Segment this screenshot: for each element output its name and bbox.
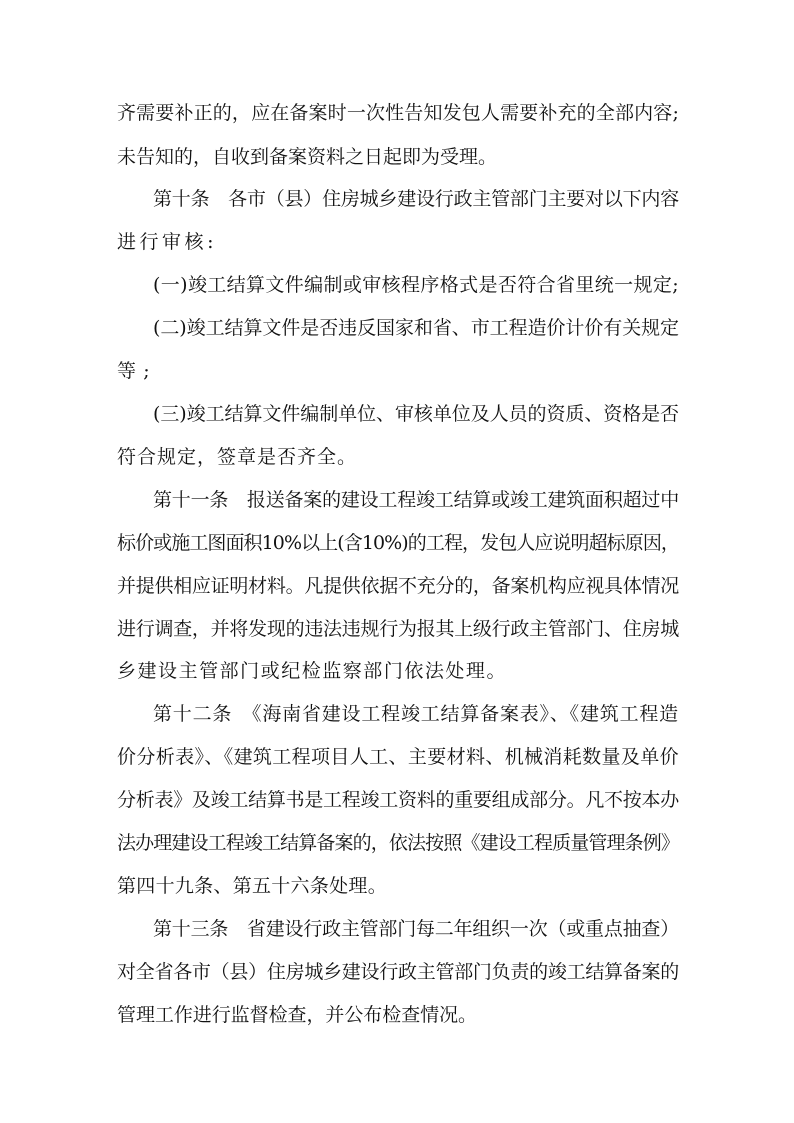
text-line: 法办理建设工程竣工结算备案的，依法按照《建设工程质量管理条例》: [117, 832, 679, 854]
text-line: 并提供相应证明材料。凡提供依据不充分的，备案机构应视具体情况: [117, 575, 679, 597]
text-line: 乡建设主管部门或纪检监察部门依法处理。: [117, 660, 507, 682]
text-line: 等;: [117, 360, 157, 382]
text-line: 分析表》及竣工结算书是工程竣工资料的重要组成部分。凡不按本办: [117, 789, 679, 811]
text-line: 第十一条 报送备案的建设工程竣工结算或竣工建筑面积超过中: [153, 489, 679, 511]
text-line: 对全省各市（县）住房城乡建设行政主管部门负责的竣工结算备案的: [117, 961, 679, 983]
text-line: 第十二条 《海南省建设工程竣工结算备案表》、《建筑工程造: [153, 703, 679, 725]
text-line: 未告知的，自收到备案资料之日起即为受理。: [117, 146, 497, 168]
text-line: 齐需要补正的，应在备案时一次性告知发包人需要补充的全部内容;: [117, 102, 679, 124]
text-line: 价分析表》、《建筑工程项目人工、主要材料、机械消耗数量及单价: [117, 746, 679, 768]
text-line: 进行调查，并将发现的违法违规行为报其上级行政主管部门、住房城: [117, 618, 679, 640]
text-line: 第十条 各市（县）住房城乡建设行政主管部门主要对以下内容: [153, 188, 679, 210]
text-line: (二)竣工结算文件是否违反国家和省、市工程造价计价有关规定: [153, 317, 679, 339]
text-line: (一)竣工结算文件编制或审核程序格式是否符合省里统一规定;: [153, 274, 679, 296]
text-line: (三)竣工结算文件编制单位、审核单位及人员的资质、资格是否: [153, 403, 679, 425]
text-line: 管理工作进行监督检查，并公布检查情况。: [117, 1004, 477, 1026]
text-line: 第十三条 省建设行政主管部门每二年组织一次（或重点抽查）: [153, 918, 679, 940]
text-line: 进行审核:: [117, 231, 217, 253]
text-line: 标价或施工图面积10%以上(含10%)的工程，发包人应说明超标原因，: [117, 532, 679, 554]
text-line: 符合规定，签章是否齐全。: [117, 446, 357, 468]
text-line: 第四十九条、第五十六条处理。: [117, 875, 387, 897]
